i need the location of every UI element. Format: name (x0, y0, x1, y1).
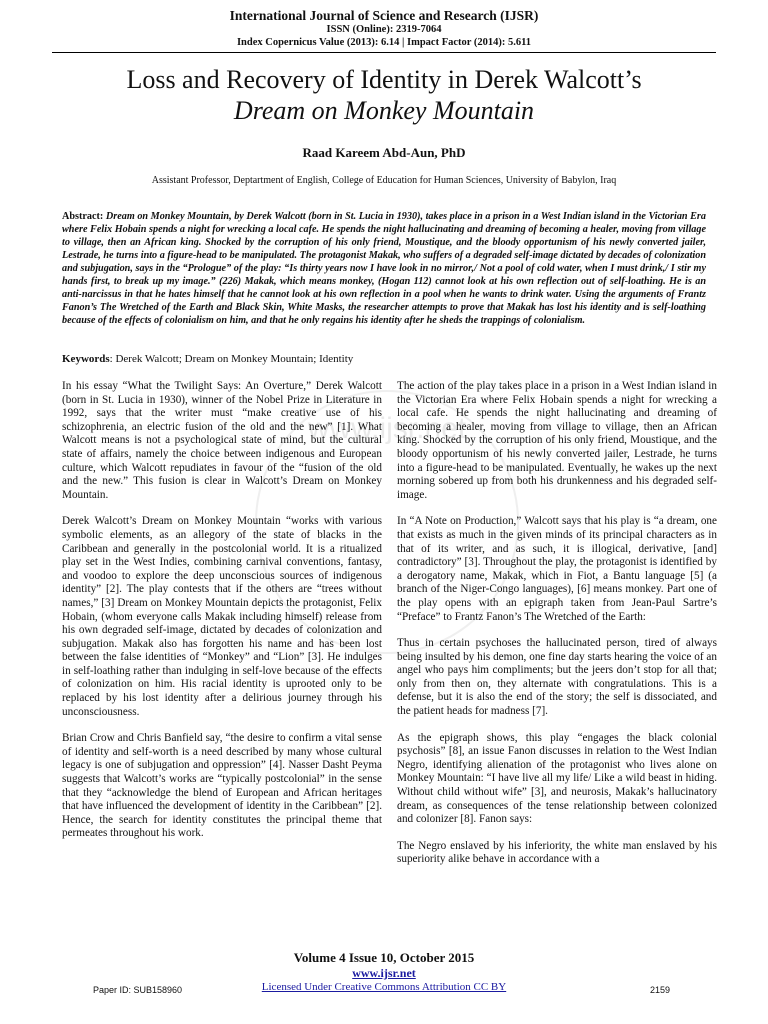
left-paragraph: Brian Crow and Chris Banfield say, “the desire to confirm a vital sense of identity and self-worth is a need described by many whose cultural legacy is one of subjugation and oppression” [4]. Nasser Dasht Peyma suggests that Walcott’s works are “typically postcolonial” in the sense that they “acknowledge the blend of European and African heritages that have influenced the development of identity in the Caribbean” [2]. Hence, the search for identity constitutes the principal theme that permeates throughout his work. (62, 732, 382, 840)
journal-name: International Journal of Science and Research (IJSR) (229, 8, 539, 23)
keywords-text: : Derek Walcott; Dream on Monkey Mountain; Identity (109, 353, 354, 365)
page-number: 2159 (650, 985, 671, 995)
title-line-2: Dream on Monkey Mountain (233, 96, 535, 125)
header-rule (52, 52, 716, 53)
right-paragraph: The Negro enslaved by his inferiority, the white man enslaved by his superiority alike behave in accordance with a (397, 839, 717, 866)
keywords (62, 352, 706, 366)
paper-id: Paper ID: SUB158960 (93, 985, 183, 995)
left-paragraph: In his essay “What the Twilight Says: An Overture,” Derek Walcott (born in St. Lucia in 1930), winner of the Nobel Prize in Literature in 1992, says that the writer must “make creative use of his schizophrenia, an electric fusion of the old and the new” [1]. What Walcott means is not a psychological state of mind, but the cultural state of affairs, namely the choice between indigenous and European culture, which Walcott repudiates in favour of the “fusion of the old and the new.” This fusion is clear in Walcott’s Dream on Monkey Mountain. (62, 380, 382, 501)
keywords-label: Keywords (62, 353, 110, 365)
right-column (397, 380, 717, 880)
paper-title (0, 64, 768, 126)
author-name: Raad Kareem Abd-Aun, PhD (302, 145, 466, 160)
right-paragraph: As the epigraph shows, this play “engages the black colonial psychosis” [8], an issue Fanon discusses in relation to the West Indian Negro, identifying alienation of the protagonist who lives alone on Monkey Mountain: “I have live all my life/ Like a wild beast in hiding. Without child without wife” [3], and neurosis, Makak’s hallucinatory dream, as consequences of the tense relationship between colonized and colonizer [8]. Fanon says: (397, 731, 717, 826)
impact-factor: Index Copernicus Value (2013): 6.14 | Impact Factor (2014): 5.611 (236, 37, 532, 48)
volume-info: Volume 4 Issue 10, October 2015 (293, 950, 475, 965)
license-link[interactable]: Licensed Under Creative Commons Attribution CC BY (261, 981, 507, 993)
abstract-label: Abstract: (62, 211, 104, 222)
journal-header (0, 8, 768, 49)
block-quote: Thus in certain psychoses the hallucinated person, tired of always being insulted by his demon, one fine day starts hearing the voice of an angel who pays him compliments; but the jeers don’t stop for all that; only from then on, they alternate with congratulations. This is a defense, but it is also the end of the story; the self is dissociated, and the patient heads for madness [7]. (397, 637, 717, 718)
right-paragraph: The action of the play takes place in a prison in a West Indian island in the Victorian Era where Felix Hobain spends a night for wrecking a local cafe. He spends the night hallucinating and dreaming of becoming a healer, moving from village to village, then an African king. Shocked by the corruption of his only friend, Moustique, and the bloody opportunism of his newly converted jailer, Lestrade, he turns into a figure-head to be manipulated. Eventually, he wakes up the next morning sobered up from both his drunkenness and his degraded self-image. (397, 380, 717, 501)
journal-url-link[interactable]: www.ijsr.net (352, 966, 416, 980)
watermark-text: www.ijsr.net (307, 412, 467, 445)
author-affiliation: Assistant Professor, Deptartment of English, College of Education for Human Sciences, University of Babylon, Iraq (151, 175, 617, 186)
issn: ISSN (Online): 2319-7064 (326, 24, 442, 35)
abstract-text: Dream on Monkey Mountain, by Derek Walcott (born in St. Lucia in 1930), takes place in a prison in a West Indian island in the Victorian Era where Felix Hobain spends a night for wrecking a local cafe. He spends the night hallucinating and dreaming of becoming a healer, moving from village to village, then an African king. Shocked by the corruption of his only friend, Moustique, and the bloody opportunism of his newly converted jailer, Lestrade, he turns into a figure-head to be manipulated. The protagonist Makak, who suffers of a degraded self-image dictated by decades of colonization and subjugation, says in the “Prologue” of the play: “Is thirty years now I have look in no mirror,/ Not a pool of cold water, when I must drink,/ I stir my hands first, to break up my image.” (226) Makak, which means monkey, (Hogan 112) cannot look at his own reflection out of self-loathing. He is an anti-narcissus in that he hates himself that he cannot look at his own reflection in a pool when he wants to drink water. Using the arguments of Frantz Fanon’s The Wretched of the Earth and Black Skin, White Masks, the researcher attempts to prove that Makak has lost his identity and is self-loathing because of the effects of colonialism on him, and that he only regains his identity after he sheds the trappings of colonialism. (62, 211, 706, 326)
left-paragraph: Derek Walcott’s Dream on Monkey Mountain “works with various symbolic elements, as an allegory of the state of blacks in the Caribbean and generally in the postcolonial world. It is a ritualized play set in the West Indies, combining carnival conventions, fantasy, and voodoo to explore the deep unconscious sources of indigenous identity” [2]. The play contests that if the others are “trees without names,” [3] Dream on Monkey Mountain depicts the protagonist, Felix Hobain, (whom everyone calls Makak including himself) release from his own degraded self-image, dictated by decades of colonization and subjugation. Makak also has forgotten his name and has been lost between the false identities of “Monkey” and “Lion” [3]. He indulges in self-loathing rather than indulging in self-love because of the effects of colonization on him. His racial identity is uprooted only to be replaced by his lost identity after a delirious journey through his unconsciousness. (62, 515, 382, 718)
right-paragraph: In “A Note on Production,” Walcott says that his play is “a dream, one that exists as much in the given minds of its principal characters as in that of its writer, and as such, it is illogical, derivative, [and] contradictory” [3]. Throughout the play, the protagonist is identified by a derogatory name, Makak, which in Fiot, a Bantu language [5] (a branch of the Niger-Congo languages), [6] means monkey. Part one of the play opens with an epigraph taken from Jean-Paul Sartre’s “Preface” to Frantz Fanon’s The Wretched of the Earth: (397, 515, 717, 623)
abstract (62, 210, 706, 327)
title-line-1: Loss and Recovery of Identity in Derek Walcott’s (126, 65, 642, 94)
left-column (62, 380, 382, 854)
